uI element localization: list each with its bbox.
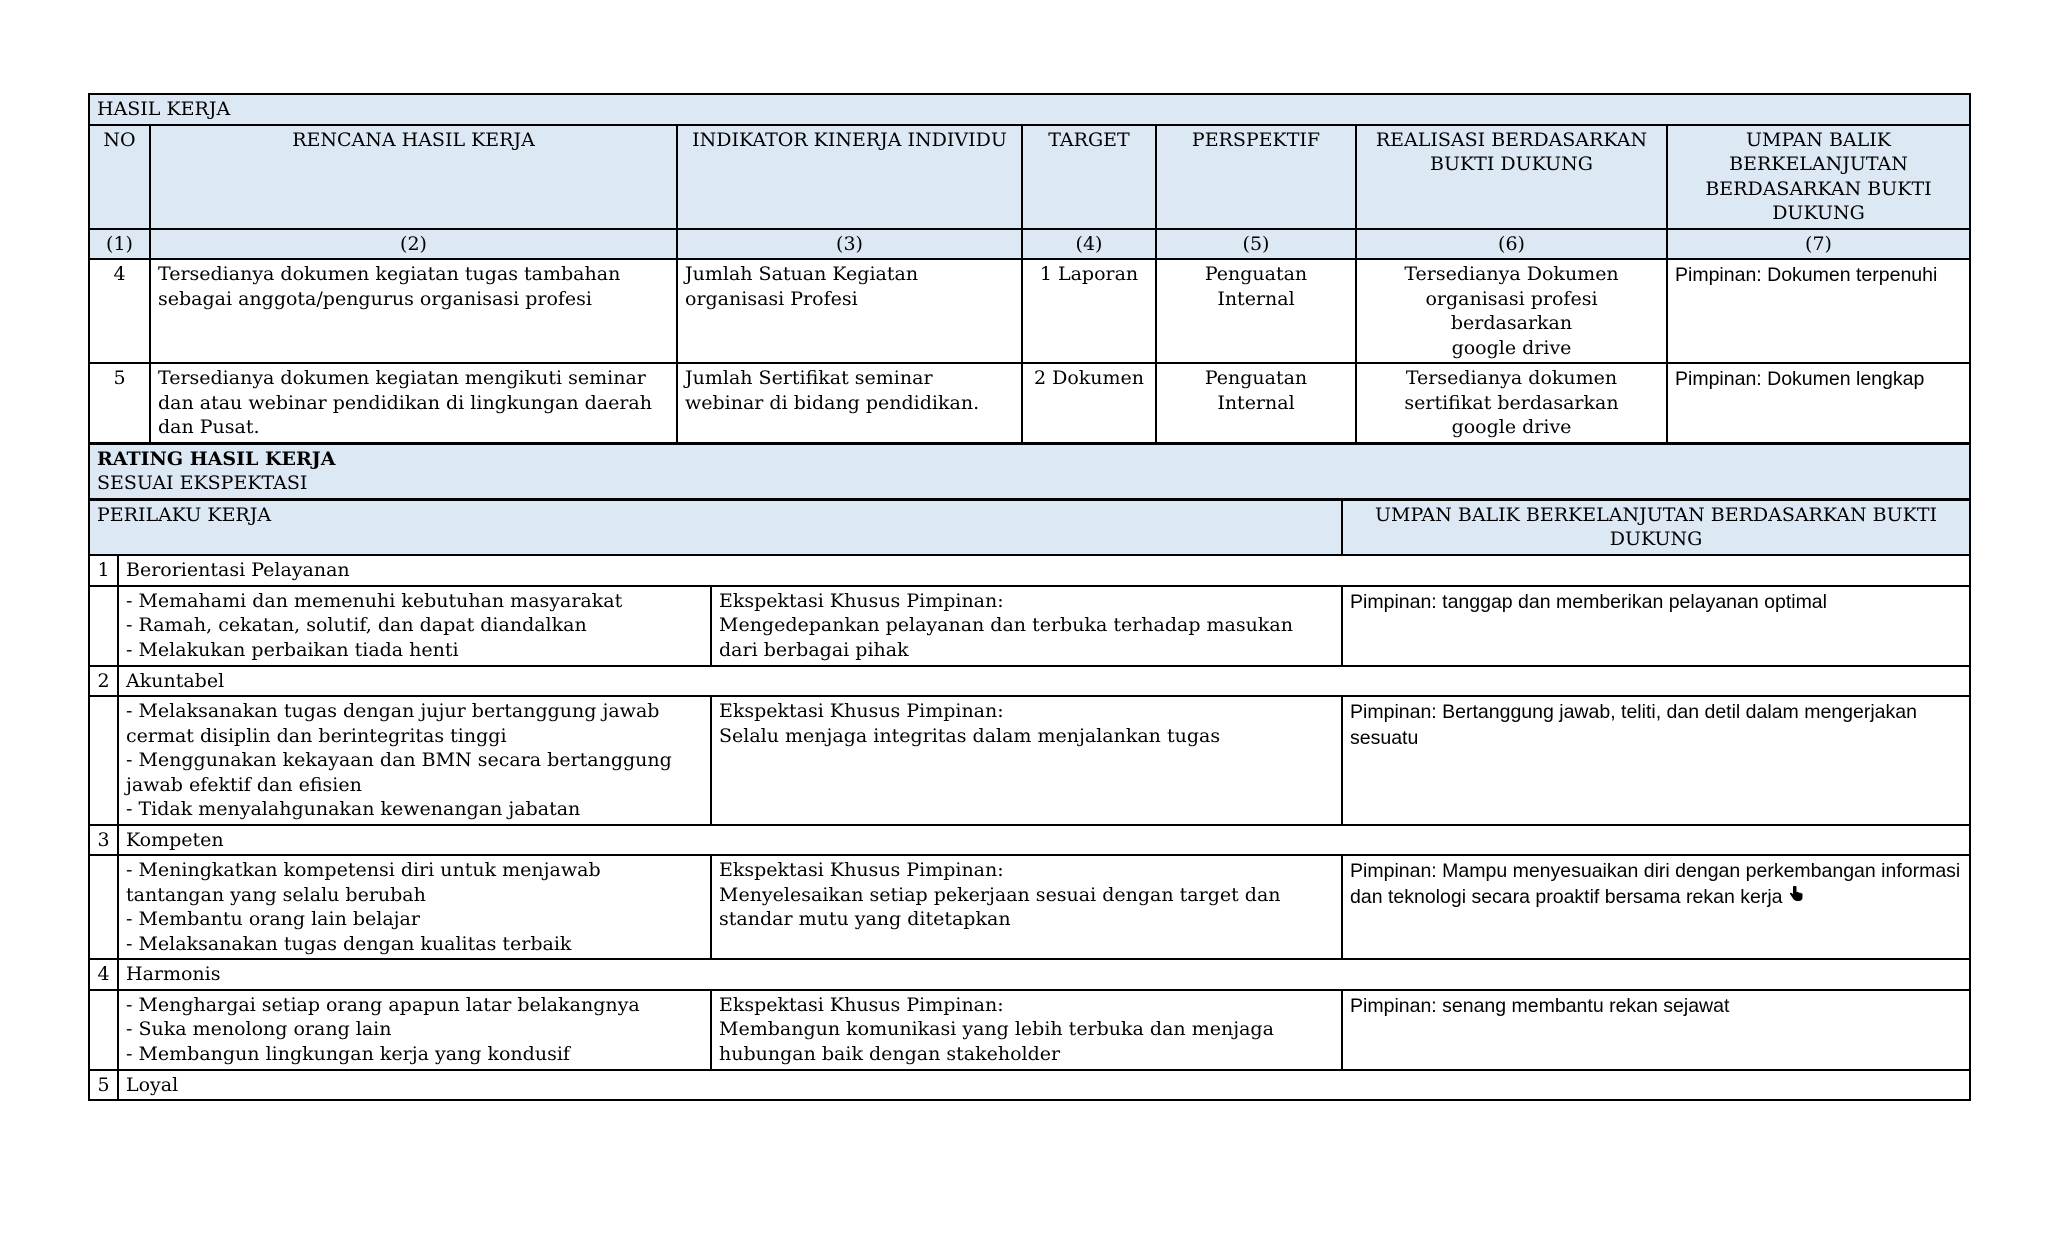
row-target: 1 Laporan xyxy=(1022,259,1156,363)
row-umpan: Pimpinan: Dokumen lengkap xyxy=(1667,363,1970,443)
row-rencana: Tersedianya dokumen kegiatan tugas tambahan sebagai anggota/pengurus organisasi profesi xyxy=(150,259,677,363)
table-row xyxy=(89,259,1970,363)
realisasi-line: berdasarkan xyxy=(1450,312,1573,334)
point-item: - Melaksanakan tugas dengan kualitas terbaik xyxy=(126,932,572,955)
perilaku-name: Harmonis xyxy=(118,959,1970,990)
col-number: (4) xyxy=(1022,229,1156,260)
ekspektasi-cell xyxy=(711,586,1342,666)
perilaku-item-detail xyxy=(89,586,1970,666)
realisasi-line: sertifikat berdasarkan xyxy=(1404,391,1619,414)
ekspektasi-cell xyxy=(711,696,1342,825)
point-item: - Menghargai setiap orang apapun latar belakangnya xyxy=(126,993,640,1016)
umpan-text: Pimpinan: Mampu menyesuaikan diri dengan perkembangan informasi dan teknologi secara proaktif bersama rekan kerja xyxy=(1350,860,1961,908)
row-umpan: Pimpinan: Dokumen terpenuhi xyxy=(1667,259,1970,363)
row-perspektif: Penguatan Internal xyxy=(1156,363,1356,443)
realisasi-line: google drive xyxy=(1451,416,1572,438)
umpan-cell: Pimpinan: senang membantu rekan sejawat xyxy=(1342,990,1970,1070)
table-row xyxy=(89,363,1970,443)
col-header-indikator: INDIKATOR KINERJA INDIVIDU xyxy=(677,125,1022,229)
perilaku-points xyxy=(118,696,711,825)
ekspektasi-cell xyxy=(711,990,1342,1070)
perilaku-no: 1 xyxy=(89,555,118,586)
perilaku-no: 2 xyxy=(89,666,118,697)
perilaku-item-detail xyxy=(89,696,1970,825)
umpan-cell xyxy=(1342,855,1970,959)
perilaku-item-header xyxy=(89,666,1970,697)
document-page xyxy=(88,93,1969,1101)
umpan-cell: Pimpinan: tanggap dan memberikan pelayanan optimal xyxy=(1342,586,1970,666)
point-item: - Memahami dan memenuhi kebutuhan masyarakat xyxy=(126,589,623,612)
perilaku-item-header xyxy=(89,555,1970,586)
perilaku-item-detail xyxy=(89,990,1970,1070)
perilaku-item-header xyxy=(89,825,1970,856)
point-item: - Melakukan perbaikan tiada henti xyxy=(126,638,459,661)
col-number: (1) xyxy=(89,229,150,260)
perilaku-name: Berorientasi Pelayanan xyxy=(118,555,1970,586)
ekspektasi-text: Membangun komunikasi yang lebih terbuka dan menjaga hubungan baik dengan stakeholder xyxy=(719,1018,1274,1065)
realisasi-line: google drive xyxy=(1451,336,1572,359)
row-realisasi xyxy=(1356,363,1667,443)
col-header-umpan: UMPAN BALIK BERKELANJUTAN BERDASARKAN BUKTI DUKUNG xyxy=(1667,125,1970,229)
ekspektasi-label: Ekspektasi Khusus Pimpinan: xyxy=(719,859,1004,881)
perilaku-no: 5 xyxy=(89,1070,118,1101)
col-header-realisasi: REALISASI BERDASARKAN BUKTI DUKUNG xyxy=(1356,125,1667,229)
ekspektasi-text: Menyelesaikan setiap pekerjaan sesuai dengan target dan standar mutu yang ditetapkan xyxy=(719,883,1281,930)
col-header-rencana: RENCANA HASIL KERJA xyxy=(150,125,677,229)
perilaku-points xyxy=(118,990,711,1070)
col-header-target: TARGET xyxy=(1022,125,1156,229)
perilaku-name: Loyal xyxy=(118,1070,1970,1101)
ekspektasi-text: Selalu menjaga integritas dalam menjalankan tugas xyxy=(719,724,1221,747)
blank-cell xyxy=(89,696,118,825)
row-indikator: Jumlah Satuan Kegiatan organisasi Profesi xyxy=(677,259,1022,363)
blank-cell xyxy=(89,990,118,1070)
ekspektasi-label: Ekspektasi Khusus Pimpinan: xyxy=(719,589,1004,612)
perilaku-kerja-table xyxy=(88,498,1971,1102)
perilaku-item-detail xyxy=(89,855,1970,959)
ekspektasi-cell xyxy=(711,855,1342,959)
col-number: (5) xyxy=(1156,229,1356,260)
perilaku-points xyxy=(118,586,711,666)
section-title: HASIL KERJA xyxy=(89,94,1970,125)
umpan-cell: Pimpinan: Bertanggung jawab, teliti, dan detil dalam mengerjakan sesuatu xyxy=(1342,696,1970,825)
ekspektasi-label: Ekspektasi Khusus Pimpinan: xyxy=(719,993,1004,1016)
point-item: - Membantu orang lain belajar xyxy=(126,908,420,930)
ekspektasi-label: Ekspektasi Khusus Pimpinan: xyxy=(719,700,1004,722)
realisasi-line: Tersedianya dokumen xyxy=(1405,367,1618,389)
ekspektasi-text: Mengedepankan pelayanan dan terbuka terhadap masukan dari berbagai pihak xyxy=(719,614,1293,661)
col-number: (6) xyxy=(1356,229,1667,260)
realisasi-line: organisasi profesi xyxy=(1425,287,1598,310)
perilaku-umpan-title: UMPAN BALIK BERKELANJUTAN BERDASARKAN BUKTI DUKUNG xyxy=(1342,499,1970,555)
rating-value: SESUAI EKSPEKTASI xyxy=(97,472,308,494)
row-perspektif: Penguatan Internal xyxy=(1156,259,1356,363)
realisasi-line: Tersedianya Dokumen xyxy=(1404,263,1619,285)
perilaku-item-header xyxy=(89,959,1970,990)
hasil-kerja-table xyxy=(88,93,1971,500)
rating-title: RATING HASIL KERJA xyxy=(97,447,336,470)
row-indikator: Jumlah Sertifikat seminar webinar di bidang pendidikan. xyxy=(677,363,1022,443)
row-target: 2 Dokumen xyxy=(1022,363,1156,443)
perilaku-title: PERILAKU KERJA xyxy=(89,499,1342,555)
col-number: (3) xyxy=(677,229,1022,260)
perilaku-no: 3 xyxy=(89,825,118,856)
point-item: - Membangun lingkungan kerja yang kondusif xyxy=(126,1042,570,1065)
rating-cell xyxy=(89,443,1970,499)
row-rencana: Tersedianya dokumen kegiatan mengikuti seminar dan atau webinar pendidikan di lingkungan daerah dan Pusat. xyxy=(150,363,677,443)
point-item: - Meningkatkan kompetensi diri untuk menjawab tantangan yang selalu berubah xyxy=(126,859,601,906)
row-no: 5 xyxy=(89,363,150,443)
point-item: - Suka menolong orang lain xyxy=(126,1018,392,1040)
col-number: (7) xyxy=(1667,229,1970,260)
blank-cell xyxy=(89,586,118,666)
perilaku-points xyxy=(118,855,711,959)
blank-cell xyxy=(89,855,118,959)
point-item: - Melaksanakan tugas dengan jujur bertanggung jawab cermat disiplin dan berintegritas tinggi xyxy=(126,700,660,747)
point-item: - Tidak menyalahgunakan kewenangan jabatan xyxy=(126,798,581,820)
pointing-hand-icon xyxy=(1788,884,1804,910)
col-header-no: NO xyxy=(89,125,150,229)
perilaku-name: Akuntabel xyxy=(118,666,1970,697)
row-realisasi xyxy=(1356,259,1667,363)
perilaku-name: Kompeten xyxy=(118,825,1970,856)
point-item: - Ramah, cekatan, solutif, dan dapat diandalkan xyxy=(126,614,587,636)
perilaku-no: 4 xyxy=(89,959,118,990)
col-number: (2) xyxy=(150,229,677,260)
row-no: 4 xyxy=(89,259,150,363)
perilaku-item-header xyxy=(89,1070,1970,1101)
col-header-perspektif: PERSPEKTIF xyxy=(1156,125,1356,229)
point-item: - Menggunakan kekayaan dan BMN secara bertanggung jawab efektif dan efisien xyxy=(126,749,672,796)
